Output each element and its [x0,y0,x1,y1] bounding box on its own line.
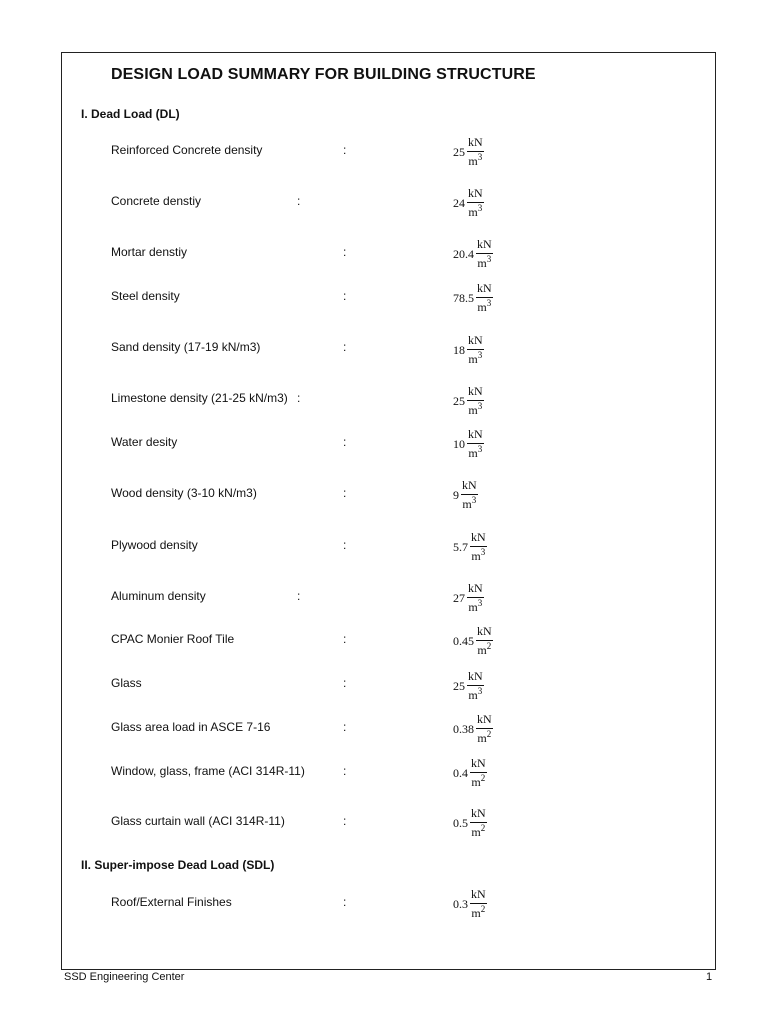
unit-exponent: 2 [480,823,486,833]
colon-separator: : [343,814,347,828]
unit-numerator: kN [467,334,484,350]
unit-denominator [468,152,482,168]
unit-fraction [467,136,484,168]
value-number: 0.3 [453,896,468,911]
unit-denominator [468,401,482,417]
unit-fraction [476,713,493,745]
unit-numerator: kN [467,428,484,444]
load-item-label: Roof/External Finishes [111,895,232,909]
load-item-value [453,187,484,219]
unit-exponent: 3 [477,350,483,360]
unit-base: m [477,256,487,270]
load-item-value [453,625,493,657]
load-item-value [453,238,493,270]
section-dead-load-heading: I. Dead Load (DL) [81,107,180,121]
unit-exponent: 3 [486,254,492,264]
unit-fraction [476,282,493,314]
load-item-label: Concrete denstiy [111,194,202,208]
colon-separator: : [343,676,347,690]
unit-base: m [471,906,481,920]
colon-separator: : [343,143,347,157]
load-item-label: Glass area load in ASCE 7-16 [111,720,271,734]
unit-numerator: kN [467,582,484,598]
unit-exponent: 3 [477,152,483,162]
load-item-label: Wood density (3-10 kN/m3) [111,486,257,500]
unit-fraction [470,807,487,839]
value-number: 78.5 [453,290,474,305]
unit-base: m [471,549,481,563]
unit-fraction [467,187,484,219]
colon-separator: : [343,435,347,449]
load-item-label: Reinforced Concrete density [111,143,263,157]
unit-denominator [462,495,476,511]
load-item-value [453,582,484,614]
unit-exponent: 3 [477,686,483,696]
unit-fraction [470,531,487,563]
unit-base: m [468,600,478,614]
unit-numerator: kN [461,479,478,495]
unit-denominator [468,686,482,702]
unit-exponent: 3 [486,298,492,308]
unit-base: m [468,154,478,168]
unit-exponent: 3 [477,444,483,454]
load-item-value [453,282,493,314]
load-item-value [453,757,487,789]
value-number: 24 [453,195,465,210]
unit-exponent: 3 [471,495,477,505]
page-border [61,52,716,970]
unit-numerator: kN [470,807,487,823]
unit-base: m [477,300,487,314]
unit-denominator [477,298,491,314]
unit-denominator [468,350,482,366]
unit-denominator [471,547,485,563]
unit-base: m [468,688,478,702]
load-item-value [453,531,487,563]
unit-exponent: 2 [486,641,492,651]
value-number: 20.4 [453,246,474,261]
unit-numerator: kN [470,888,487,904]
unit-denominator [468,598,482,614]
load-item-value [453,807,487,839]
load-item-label: Glass curtain wall (ACI 314R-11) [111,814,285,828]
footer-company: SSD Engineering Center [64,971,185,983]
colon-separator: : [297,391,301,405]
value-number: 25 [453,144,465,159]
unit-numerator: kN [470,531,487,547]
unit-numerator: kN [467,187,484,203]
unit-base: m [471,775,481,789]
unit-denominator [471,904,485,920]
unit-denominator [468,444,482,460]
value-number: 10 [453,436,465,451]
colon-separator: : [343,632,347,646]
load-item-label: Limestone density (21-25 kN/m3) [111,391,288,405]
colon-separator: : [343,720,347,734]
value-number: 0.45 [453,633,474,648]
load-item-label: Glass [111,676,142,690]
unit-fraction [467,428,484,460]
value-number: 18 [453,342,465,357]
unit-base: m [468,205,478,219]
load-item-label: CPAC Monier Roof Tile [111,632,235,646]
colon-separator: : [343,289,347,303]
load-item-value [453,670,484,702]
unit-numerator: kN [467,385,484,401]
unit-numerator: kN [476,713,493,729]
unit-fraction [467,670,484,702]
unit-denominator [477,641,491,657]
unit-fraction [467,334,484,366]
unit-fraction [467,582,484,614]
colon-separator: : [343,486,347,500]
unit-exponent: 2 [480,773,486,783]
value-number: 0.5 [453,815,468,830]
unit-fraction [470,888,487,920]
load-item-value [453,385,484,417]
unit-exponent: 2 [480,904,486,914]
colon-separator: : [343,764,347,778]
value-number: 9 [453,487,459,502]
unit-numerator: kN [476,625,493,641]
colon-separator: : [343,895,347,909]
unit-exponent: 3 [477,203,483,213]
unit-fraction [470,757,487,789]
load-item-value [453,479,478,511]
colon-separator: : [297,589,301,603]
unit-base: m [468,446,478,460]
unit-exponent: 2 [486,729,492,739]
value-number: 0.4 [453,765,468,780]
unit-base: m [462,497,472,511]
unit-numerator: kN [467,136,484,152]
value-number: 5.7 [453,539,468,554]
value-number: 0.38 [453,721,474,736]
section-sdl-heading: II. Super-impose Dead Load (SDL) [81,858,275,872]
unit-base: m [471,825,481,839]
unit-numerator: kN [470,757,487,773]
load-item-value [453,888,487,920]
page-title: DESIGN LOAD SUMMARY FOR BUILDING STRUCTURE [111,66,536,83]
load-item-value [453,713,493,745]
load-item-value [453,334,484,366]
unit-fraction [476,238,493,270]
colon-separator: : [297,194,301,208]
unit-numerator: kN [467,670,484,686]
value-number: 25 [453,393,465,408]
unit-fraction [476,625,493,657]
unit-denominator [477,729,491,745]
load-item-label: Steel density [111,289,180,303]
colon-separator: : [343,340,347,354]
load-item-value [453,428,484,460]
unit-exponent: 3 [477,598,483,608]
unit-fraction [461,479,478,511]
unit-denominator [477,254,491,270]
unit-numerator: kN [476,238,493,254]
footer-page-number: 1 [706,971,713,983]
unit-exponent: 3 [477,401,483,411]
colon-separator: : [343,538,347,552]
load-item-label: Sand density (17-19 kN/m3) [111,340,261,354]
load-item-label: Window, glass, frame (ACI 314R-11) [111,764,305,778]
unit-denominator [468,203,482,219]
unit-base: m [468,403,478,417]
load-item-value [453,136,484,168]
load-item-label: Mortar denstiy [111,245,188,259]
unit-numerator: kN [476,282,493,298]
unit-exponent: 3 [480,547,486,557]
unit-base: m [477,731,487,745]
load-item-label: Aluminum density [111,589,206,603]
unit-denominator [471,773,485,789]
unit-base: m [468,352,478,366]
load-item-label: Plywood density [111,538,198,552]
value-number: 25 [453,678,465,693]
colon-separator: : [343,245,347,259]
value-number: 27 [453,590,465,605]
unit-fraction [467,385,484,417]
load-item-label: Water desity [111,435,178,449]
unit-denominator [471,823,485,839]
unit-base: m [477,643,487,657]
